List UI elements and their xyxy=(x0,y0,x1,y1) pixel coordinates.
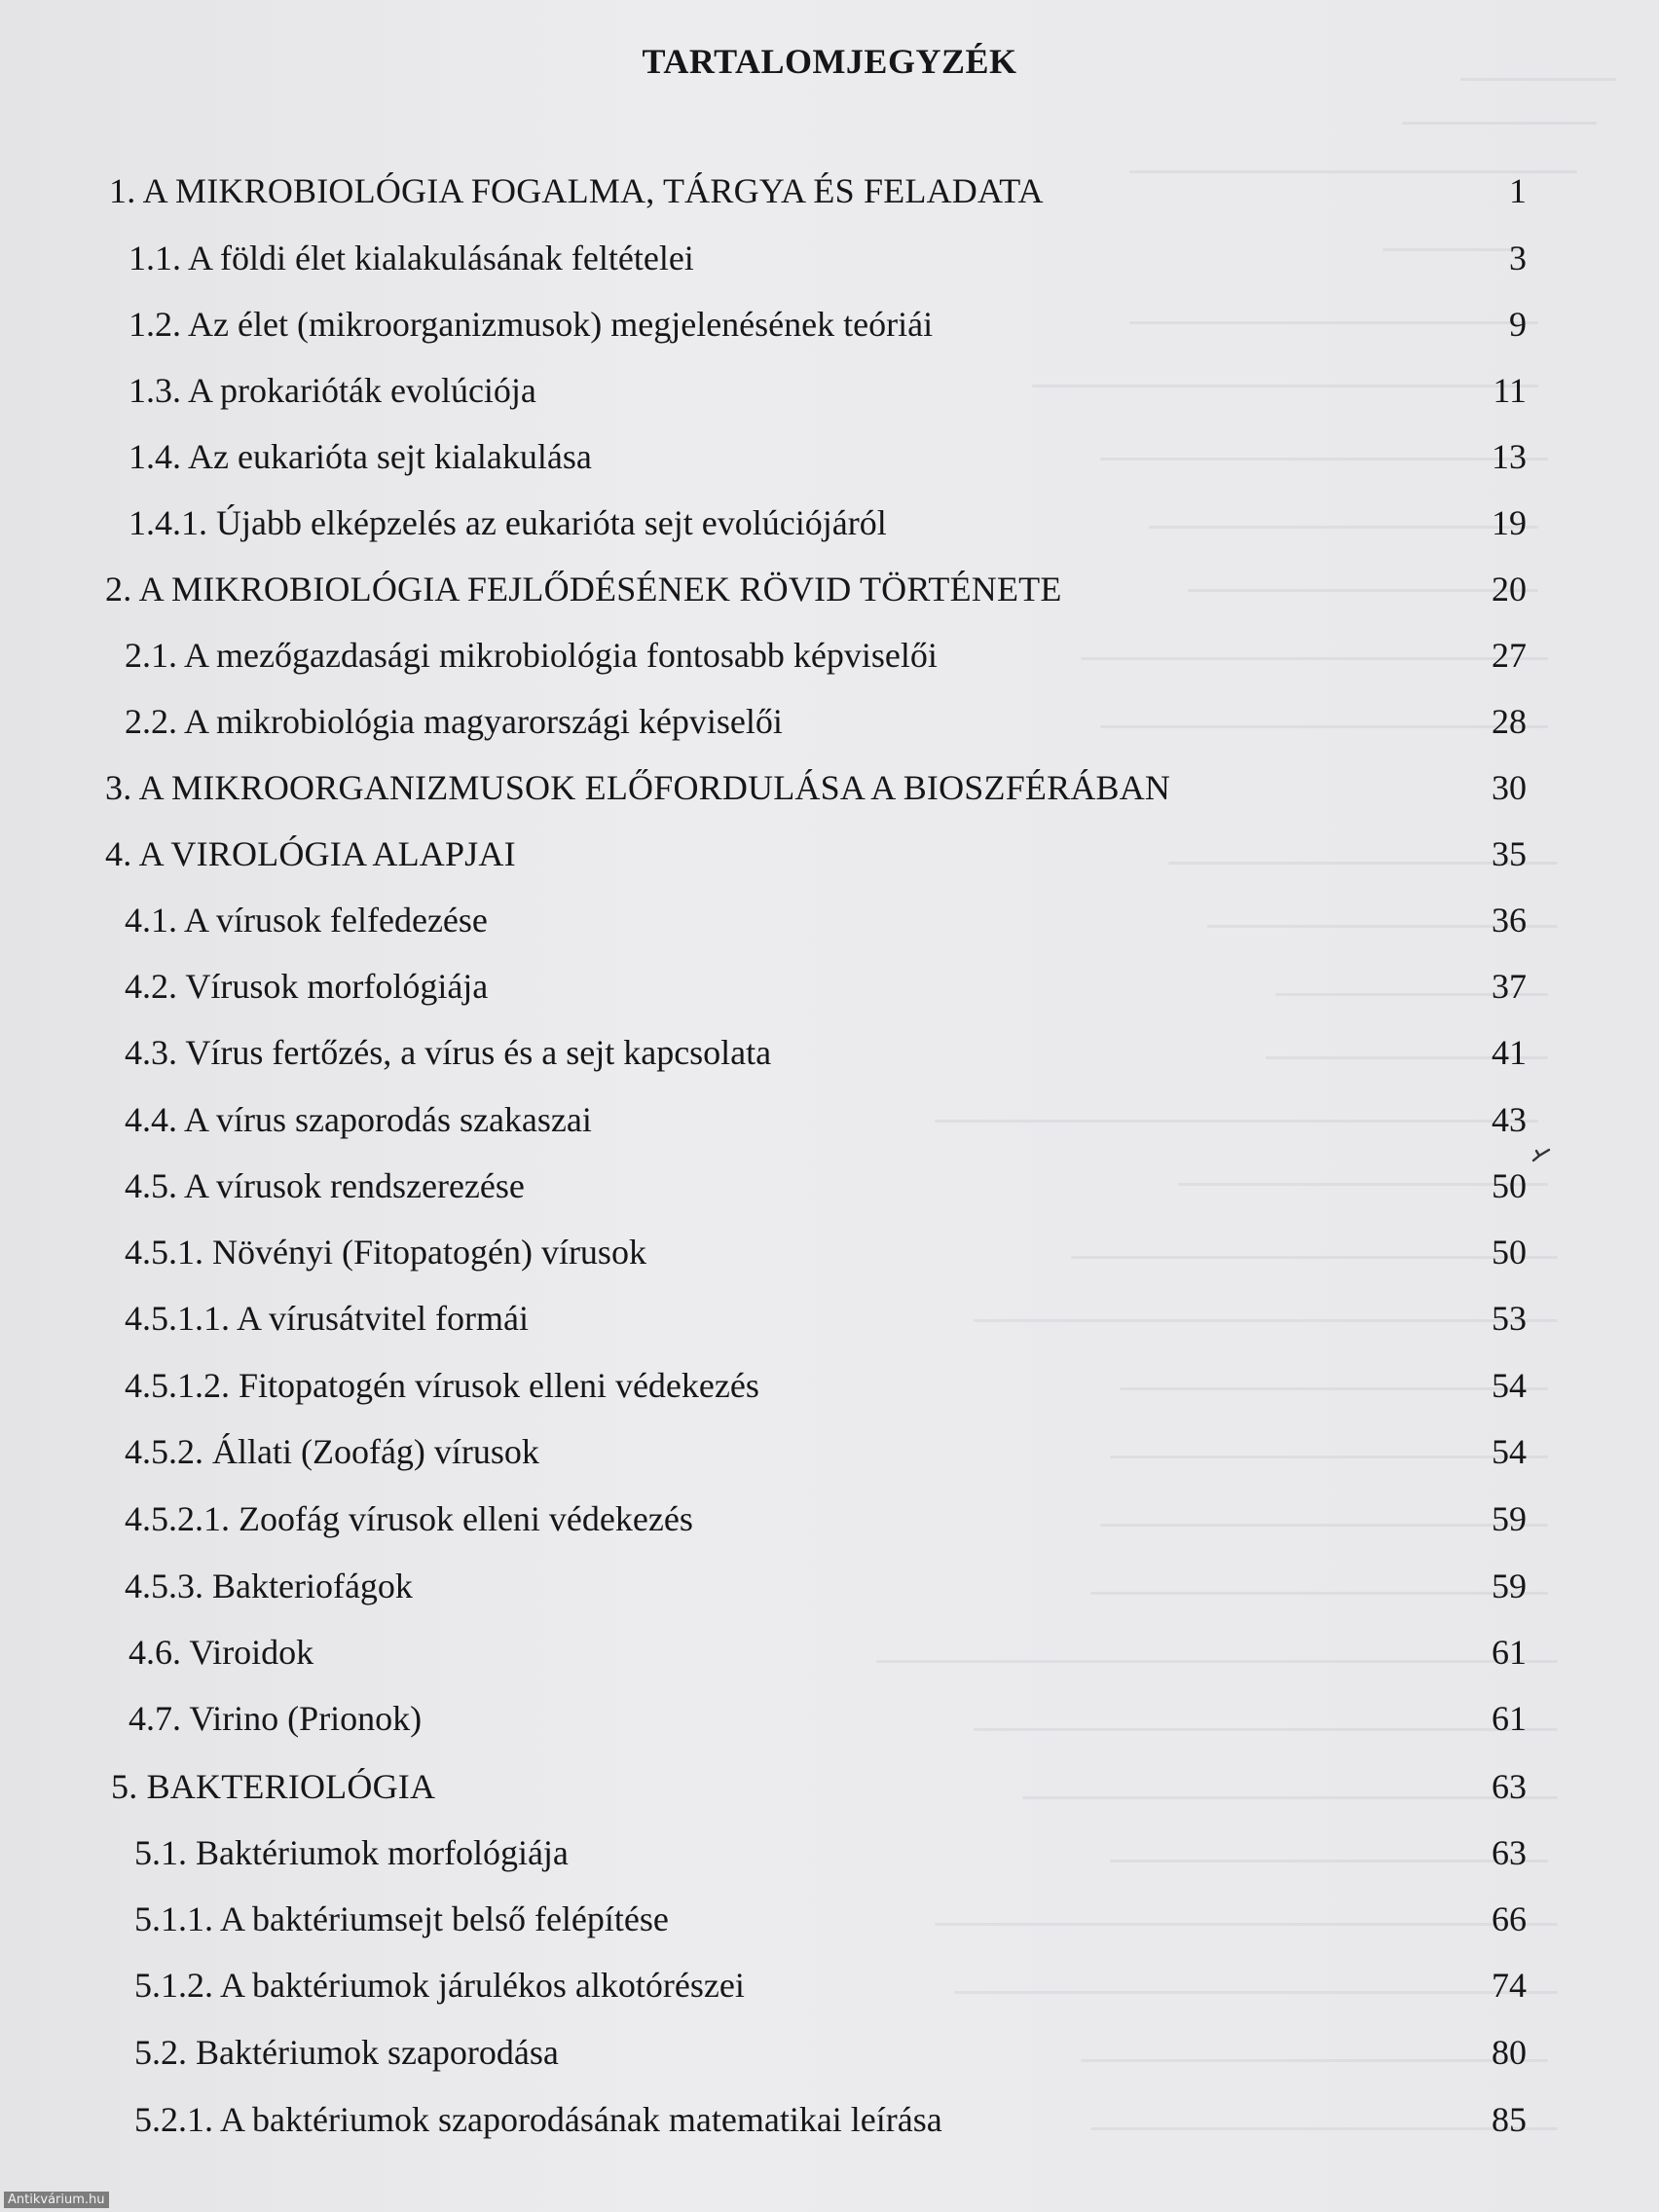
watermark: Antikvárium.hu xyxy=(4,2192,109,2208)
toc-page-number: 59 xyxy=(1492,1567,1527,1605)
toc-entry-label: 4.5.2.1. Zoofág vírusok elleni védekezés xyxy=(125,1499,693,1538)
toc-entry-label: 5.2. Baktériumok szaporodása xyxy=(134,2033,559,2072)
toc-entry-label: 2.1. A mezőgazdasági mikrobiológia fontosabb képviselői xyxy=(125,636,938,675)
toc-entry-label: 1.4.1. Újabb elképzelés az eukarióta sejt evolúciójáról xyxy=(129,503,887,542)
toc-page-number: 63 xyxy=(1492,1833,1527,1872)
toc-page-number: 9 xyxy=(1509,305,1527,344)
toc-page-number: 36 xyxy=(1492,901,1527,940)
toc-page-number: 50 xyxy=(1492,1233,1527,1272)
toc-page-number: 80 xyxy=(1492,2033,1527,2072)
toc-entry-label: 1.1. A földi élet kialakulásának feltételei xyxy=(129,239,694,277)
toc-page-number: 1 xyxy=(1509,171,1527,210)
toc-page-number: 54 xyxy=(1492,1366,1527,1405)
toc-page-number: 61 xyxy=(1492,1633,1527,1672)
toc-entry-label: 4.5.1. Növényi (Fitopatogén) vírusok xyxy=(125,1233,646,1272)
toc-entry-label: 4.7. Virino (Prionok) xyxy=(129,1699,423,1738)
toc-entry-label: 4.3. Vírus fertőzés, a vírus és a sejt kapcsolata xyxy=(125,1033,772,1072)
toc-entry-label: 1.3. A prokarióták evolúciója xyxy=(129,371,536,410)
toc-page-number: 41 xyxy=(1492,1033,1527,1072)
toc-entry-label: 4.5.3. Bakteriofágok xyxy=(125,1567,413,1605)
toc-page-number: 37 xyxy=(1492,967,1527,1006)
toc-entry-label: 1.2. Az élet (mikroorganizmusok) megjelenésének teóriái xyxy=(129,305,934,344)
toc-entry-label: 5.2.1. A baktériumok szaporodásának matematikai leírása xyxy=(134,2100,942,2139)
toc-page-number: 59 xyxy=(1492,1499,1527,1538)
toc-entry-label: 4.6. Viroidok xyxy=(129,1633,314,1672)
toc-page-number: 11 xyxy=(1493,371,1527,410)
toc-page-number: 20 xyxy=(1492,570,1527,608)
toc-page-number: 13 xyxy=(1492,437,1527,476)
toc-entry-label: 4.5.1.1. A vírusátvitel formái xyxy=(125,1299,529,1338)
toc-page-number: 85 xyxy=(1492,2100,1527,2139)
pen-check-mark-icon xyxy=(1530,1145,1552,1166)
toc-page-number: 61 xyxy=(1492,1699,1527,1738)
toc-entry-label: 4.5.1.2. Fitopatogén vírusok elleni védekezés xyxy=(125,1366,759,1405)
toc-page-number: 43 xyxy=(1492,1100,1527,1139)
toc-entry-label: 4.5.2. Állati (Zoofág) vírusok xyxy=(125,1432,539,1471)
toc-entry-label: 4. A VIROLÓGIA ALAPJAI xyxy=(105,834,516,873)
toc-page-number: 63 xyxy=(1492,1767,1527,1806)
toc-entry-label: 3. A MIKROORGANIZMUSOK ELŐFORDULÁSA A BIOSZFÉRÁBAN xyxy=(105,768,1171,807)
toc-entry-label: 4.4. A vírus szaporodás szakaszai xyxy=(125,1100,592,1139)
toc-entry-label: 5.1.1. A baktériumsejt belső felépítése xyxy=(134,1899,669,1938)
toc-page-number: 19 xyxy=(1492,503,1527,542)
toc-entry-label: 5. BAKTERIOLÓGIA xyxy=(111,1767,436,1806)
toc-entry-label: 5.1.2. A baktériumok járulékos alkotórészei xyxy=(134,1966,745,2005)
toc-title: TARTALOMJEGYZÉK xyxy=(642,42,1017,81)
toc-page-number: 30 xyxy=(1492,768,1527,807)
toc-entry-label: 1. A MIKROBIOLÓGIA FOGALMA, TÁRGYA ÉS FELADATA xyxy=(109,171,1044,210)
toc-entry-label: 4.1. A vírusok felfedezése xyxy=(125,901,488,940)
toc-page-number: 74 xyxy=(1492,1966,1527,2005)
toc-page-number: 28 xyxy=(1492,702,1527,741)
toc-page-number: 66 xyxy=(1492,1899,1527,1938)
toc-page-number: 54 xyxy=(1492,1432,1527,1471)
toc-page-number: 35 xyxy=(1492,834,1527,873)
toc-entry-label: 4.2. Vírusok morfológiája xyxy=(125,967,489,1006)
toc-page-number: 50 xyxy=(1492,1166,1527,1205)
toc-entry-label: 2. A MIKROBIOLÓGIA FEJLŐDÉSÉNEK RÖVID TÖRTÉNETE xyxy=(105,570,1062,608)
toc-page-number: 3 xyxy=(1509,239,1527,277)
toc-entry-label: 4.5. A vírusok rendszerezése xyxy=(125,1166,525,1205)
toc-entry-label: 2.2. A mikrobiológia magyarországi képviselői xyxy=(125,702,783,741)
toc-page-number: 53 xyxy=(1492,1299,1527,1338)
toc-entry-label: 1.4. Az eukarióta sejt kialakulása xyxy=(129,437,592,476)
toc-entry-label: 5.1. Baktériumok morfológiája xyxy=(134,1833,569,1872)
toc-page-number: 27 xyxy=(1492,636,1527,675)
